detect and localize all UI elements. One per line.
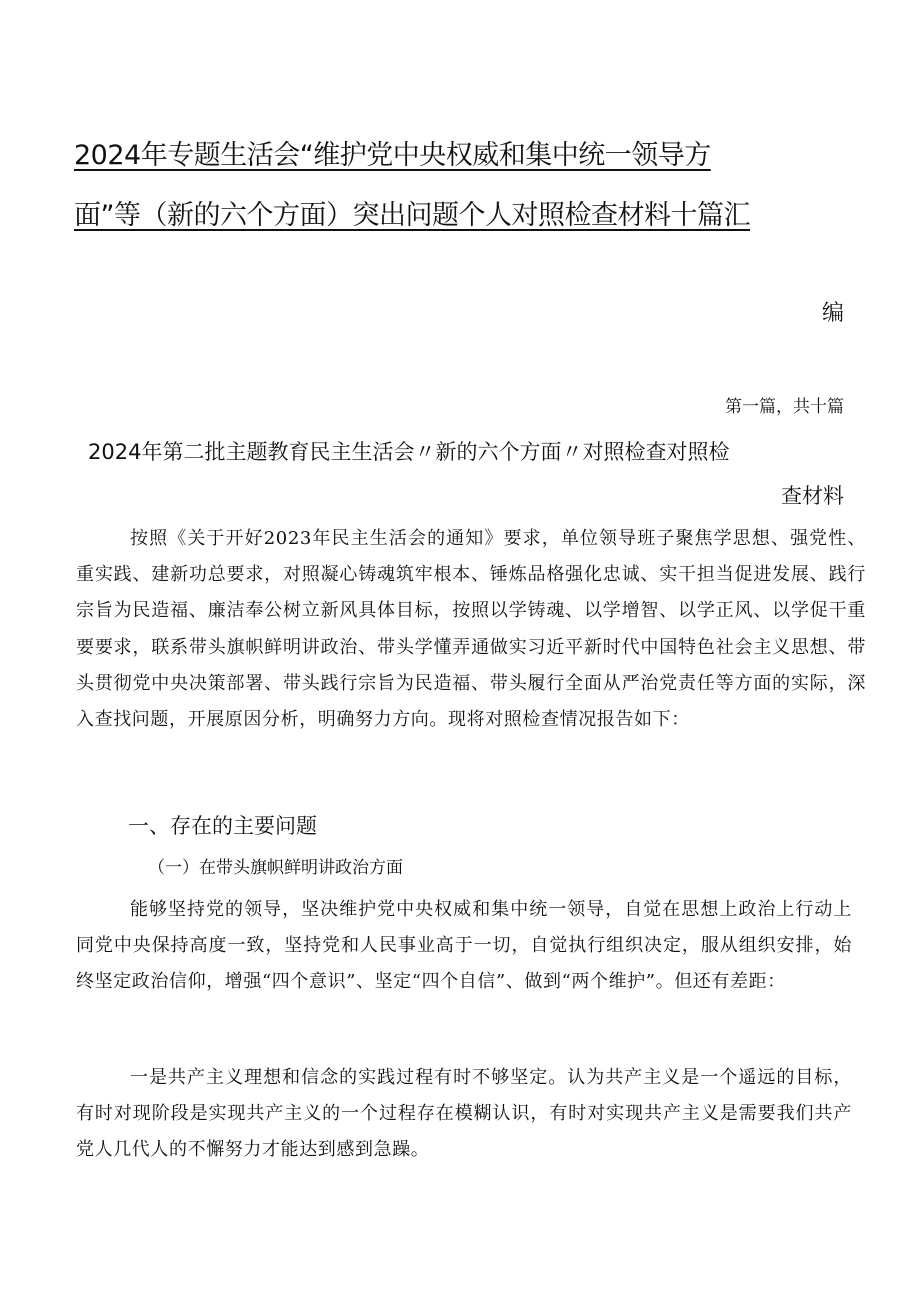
section-title-line-2: 查材料 bbox=[781, 484, 844, 508]
intro-paragraph: 按照《关于开好2023年民主生活会的通知》要求，单位领导班子聚焦学思想、强党性、重实践、建新功总要求，对照凝心铸魂筑牢根本、锤炼品格强化忠诚、实干担当促进发展、践行宗旨为民造福、廉洁奉公树立新风具体目标，按照以学铸魂、以学增智、以学正风、以学促干重要要求，联系带头旗帜鲜明讲政治、带头学懂弄通做实习近平新时代中国特色社会主义思想、带头贯彻党中央决策部署、带头践行宗旨为民造福、带头履行全面从严治党责任等方面的实际，深入查找问题，开展原因分析，明确努力方向。现将对照检查情况报告如下： bbox=[76, 528, 866, 731]
subsection-heading: （一）在带头旗帜鲜明讲政治方面 bbox=[148, 858, 403, 878]
section-heading: 一、存在的主要问题 bbox=[128, 814, 317, 838]
document-title-line-1: 2024年专题生活会“维护党中央权威和集中统一领导方 bbox=[74, 140, 711, 171]
body-paragraph: 一是共产主义理想和信念的实践过程有时不够坚定。认为共产主义是一个遥远的目标，有时对现阶段是实现共产主义的一个过程存在模糊认识，有时对实现共产主义是需要我们共产党人几代人的不懈努力才能达到感到急躁。 bbox=[76, 1067, 852, 1161]
part-label: 第一篇，共十篇 bbox=[725, 397, 844, 417]
section-title-line-1: 2024年第二批主题教育民主生活会〃新的六个方面〃对照检查对照检 bbox=[88, 440, 730, 464]
document-title-line-3: 编 bbox=[821, 301, 844, 326]
document-title-line-2: 面”等（新的六个方面）突出问题个人对照检查材料十篇汇 bbox=[74, 200, 750, 231]
body-paragraph: 能够坚持党的领导，坚决维护党中央权威和集中统一领导，自觉在思想上政治上行动上同党中央保持高度一致，坚持党和人民事业高于一切，自觉执行组织决定，服从组织安排，始终坚定政治信仰，增强“四个意识”、坚定“四个自信”、做到“两个维护”。但还有差距： bbox=[76, 899, 852, 993]
